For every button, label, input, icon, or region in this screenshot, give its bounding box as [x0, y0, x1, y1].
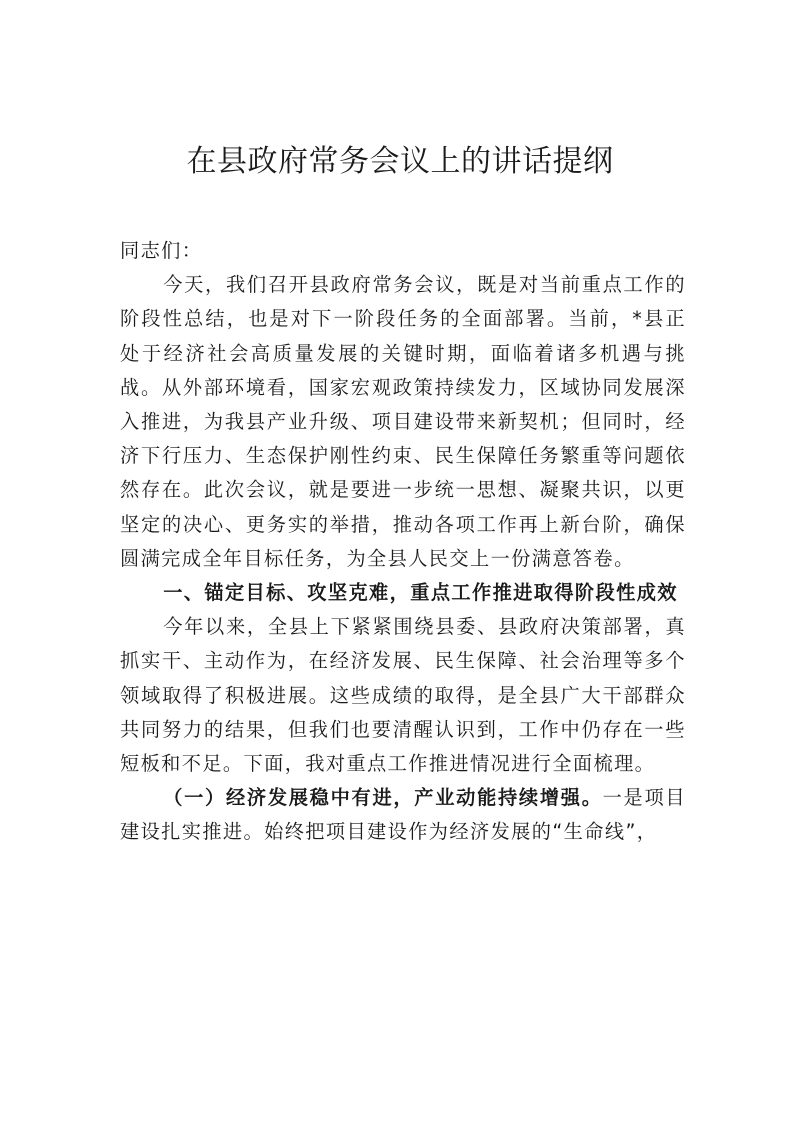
salutation: 同志们：	[120, 239, 203, 262]
paragraph-subsection-1	[120, 781, 686, 849]
subsection-heading-1: （一）经济发展稳中有进，产业动能持续增强。	[163, 786, 603, 810]
paragraph-intro: 今天，我们召开县政府常务会议，既是对当前重点工作的阶段性总结，也是对下一阶段任务的全面部署。当前，*县正处于经济社会高质量发展的关键时期，面临着诸多机遇与挑战。从外部环境看，国家宏观政策持续发力，区域协同发展深入推进，为我县产业升级、项目建设带来新契机；但同时，经济下行压力、生态保护刚性约束、民生保障任务繁重等问题依然存在。此次会议，就是要进一步统一思想、凝聚共识，以更坚定的决心、更务实的举措，推动各项工作再上新台阶，确保圆满完成全年目标任务，为全县人民交上一份满意答卷。	[120, 273, 686, 570]
document-title: 在县政府常务会议上的讲话提纲	[186, 144, 614, 179]
section-heading-1: 一、锚定目标、攻坚克难，重点工作推进取得阶段性成效	[163, 581, 678, 605]
subsection-text-1: 一是项目建设扎实推进。始终把项目建设作为经济发展的“生命线”，	[120, 786, 686, 844]
paragraph-section-1: 今年以来，全县上下紧紧围绕县委、县政府决策部署，真抓实干、主动作为，在经济发展、民生保障、社会治理等多个领域取得了积极进展。这些成绩的取得，是全县广大干部群众共同努力的结果，但我们也要清醒认识到，工作中仍存在一些短板和不足。下面，我对重点工作推进情况进行全面梳理。	[120, 615, 686, 776]
document-body	[120, 234, 686, 850]
